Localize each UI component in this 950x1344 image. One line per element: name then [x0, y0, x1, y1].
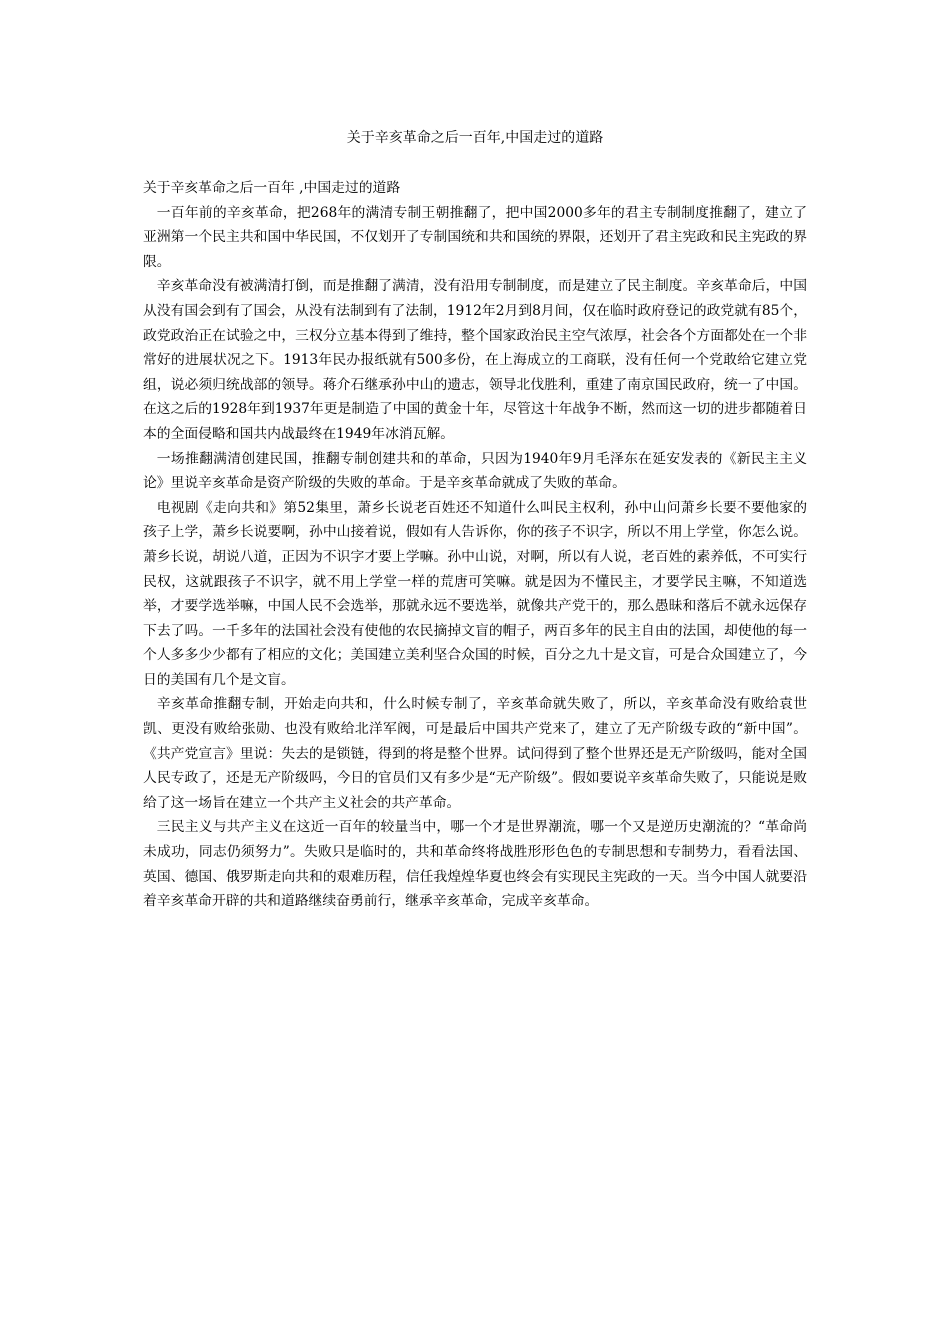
paragraph-5: 辛亥革命推翻专制，开始走向共和，什么时候专制了，辛亥革命就失败了，所以，辛亥革命没有败给袁世凯、更没有败给张勋、也没有败给北洋军阀，可是最后中国共产党来了，建立了无产阶级专政的“新中国”。《共产党宣言》里说：失去的是锁链，得到的将是整个世界。试问得到了整个世界还是无产阶级吗，能对全国人民专政了，还是无产阶级吗，今日的官员们又有多少是“无产阶级”。假如要说辛亥革命失败了，只能说是败给了这一场旨在建立一个共产主义社会的共产革命。 [143, 696, 807, 811]
paragraph-2: 辛亥革命没有被满清打倒，而是推翻了满清，没有沿用专制制度，而是建立了民主制度。辛亥革命后，中国从没有国会到有了国会，从没有法制到有了法制，1912年2月到8月间，仅在临时政府登记的政党就有85个，政党政治正在试验之中，三权分立基本得到了维持，整个国家政治民主空气浓厚，社会各个方面都处在一个非常好的进展状况之下。1913年民办报纸就有500多份，在上海成立的工商联，没有任何一个党敢给它建立党组，说必须归统战部的领导。蒋介石继承孙中山的遗志，领导北伐胜利，重建了南京国民政府，统一了中国。在这之后的1928年到1937年更是制造了中国的黄金十年，尽管这十年战争不断，然而这一切的进步都随着日本的全面侵略和国共内战最终在1949年冰消瓦解。 [143, 278, 807, 442]
document-body [143, 176, 807, 914]
paragraph-1: 一百年前的辛亥革命，把268年的满清专制王朝推翻了，把中国2000多年的君主专制制度推翻了，建立了亚洲第一个民主共和国中华民国，不仅划开了专制国统和共和国统的界限，还划开了君主宪政和民主宪政的界限。 [143, 204, 807, 270]
paragraph-6: 三民主义与共产主义在这近一百年的较量当中，哪一个才是世界潮流，哪一个又是逆历史潮流的？“革命尚未成功，同志仍须努力”。失败只是临时的，共和革命终将战胜形形色色的专制思想和专制势力，看看法国、英国、德国、俄罗斯走向共和的艰难历程，信任我煌煌华夏也终会有实现民主宪政的一天。当今中国人就要沿着辛亥革命开辟的共和道路继续奋勇前行，继承辛亥革命，完成辛亥革命。 [143, 819, 807, 910]
document-subtitle: 关于辛亥革命之后一百年 ,中国走过的道路 [143, 180, 401, 196]
paragraph-4: 电视剧《走向共和》第52集里，萧乡长说老百姓还不知道什么叫民主权利，孙中山问萧乡长要不要他家的孩子上学，萧乡长说要啊，孙中山接着说，假如有人告诉你，你的孩子不识字，所以不用上学堂，你怎么说。萧乡长说，胡说八道，正因为不识字才要上学嘛。孙中山说，对啊，所以有人说，老百姓的素养低，不可实行民权，这就跟孩子不识字，就不用上学堂一样的荒唐可笑嘛。就是因为不懂民主，才要学民主嘛，不知道选举，才要学选举嘛，中国人民不会选举，那就永远不要选举，就像共产党干的，那么愚昧和落后不就永远保存下去了吗。一千多年的法国社会没有使他的农民摘掉文盲的帽子，两百多年的民主自由的法国，却使他的每一个人多多少少都有了相应的文化；美国建立美利坚合众国的时候，百分之九十是文盲，可是合众国建立了，今日的美国有几个是文盲。 [143, 499, 807, 688]
document-title: 关于辛亥革命之后一百年,中国走过的道路 [346, 130, 604, 146]
paragraph-3: 一场推翻满清创建民国，推翻专制创建共和的革命，只因为1940年9月毛泽东在延安发表的《新民主主义论》里说辛亥革命是资产阶级的失败的革命。于是辛亥革命就成了失败的革命。 [143, 450, 807, 492]
